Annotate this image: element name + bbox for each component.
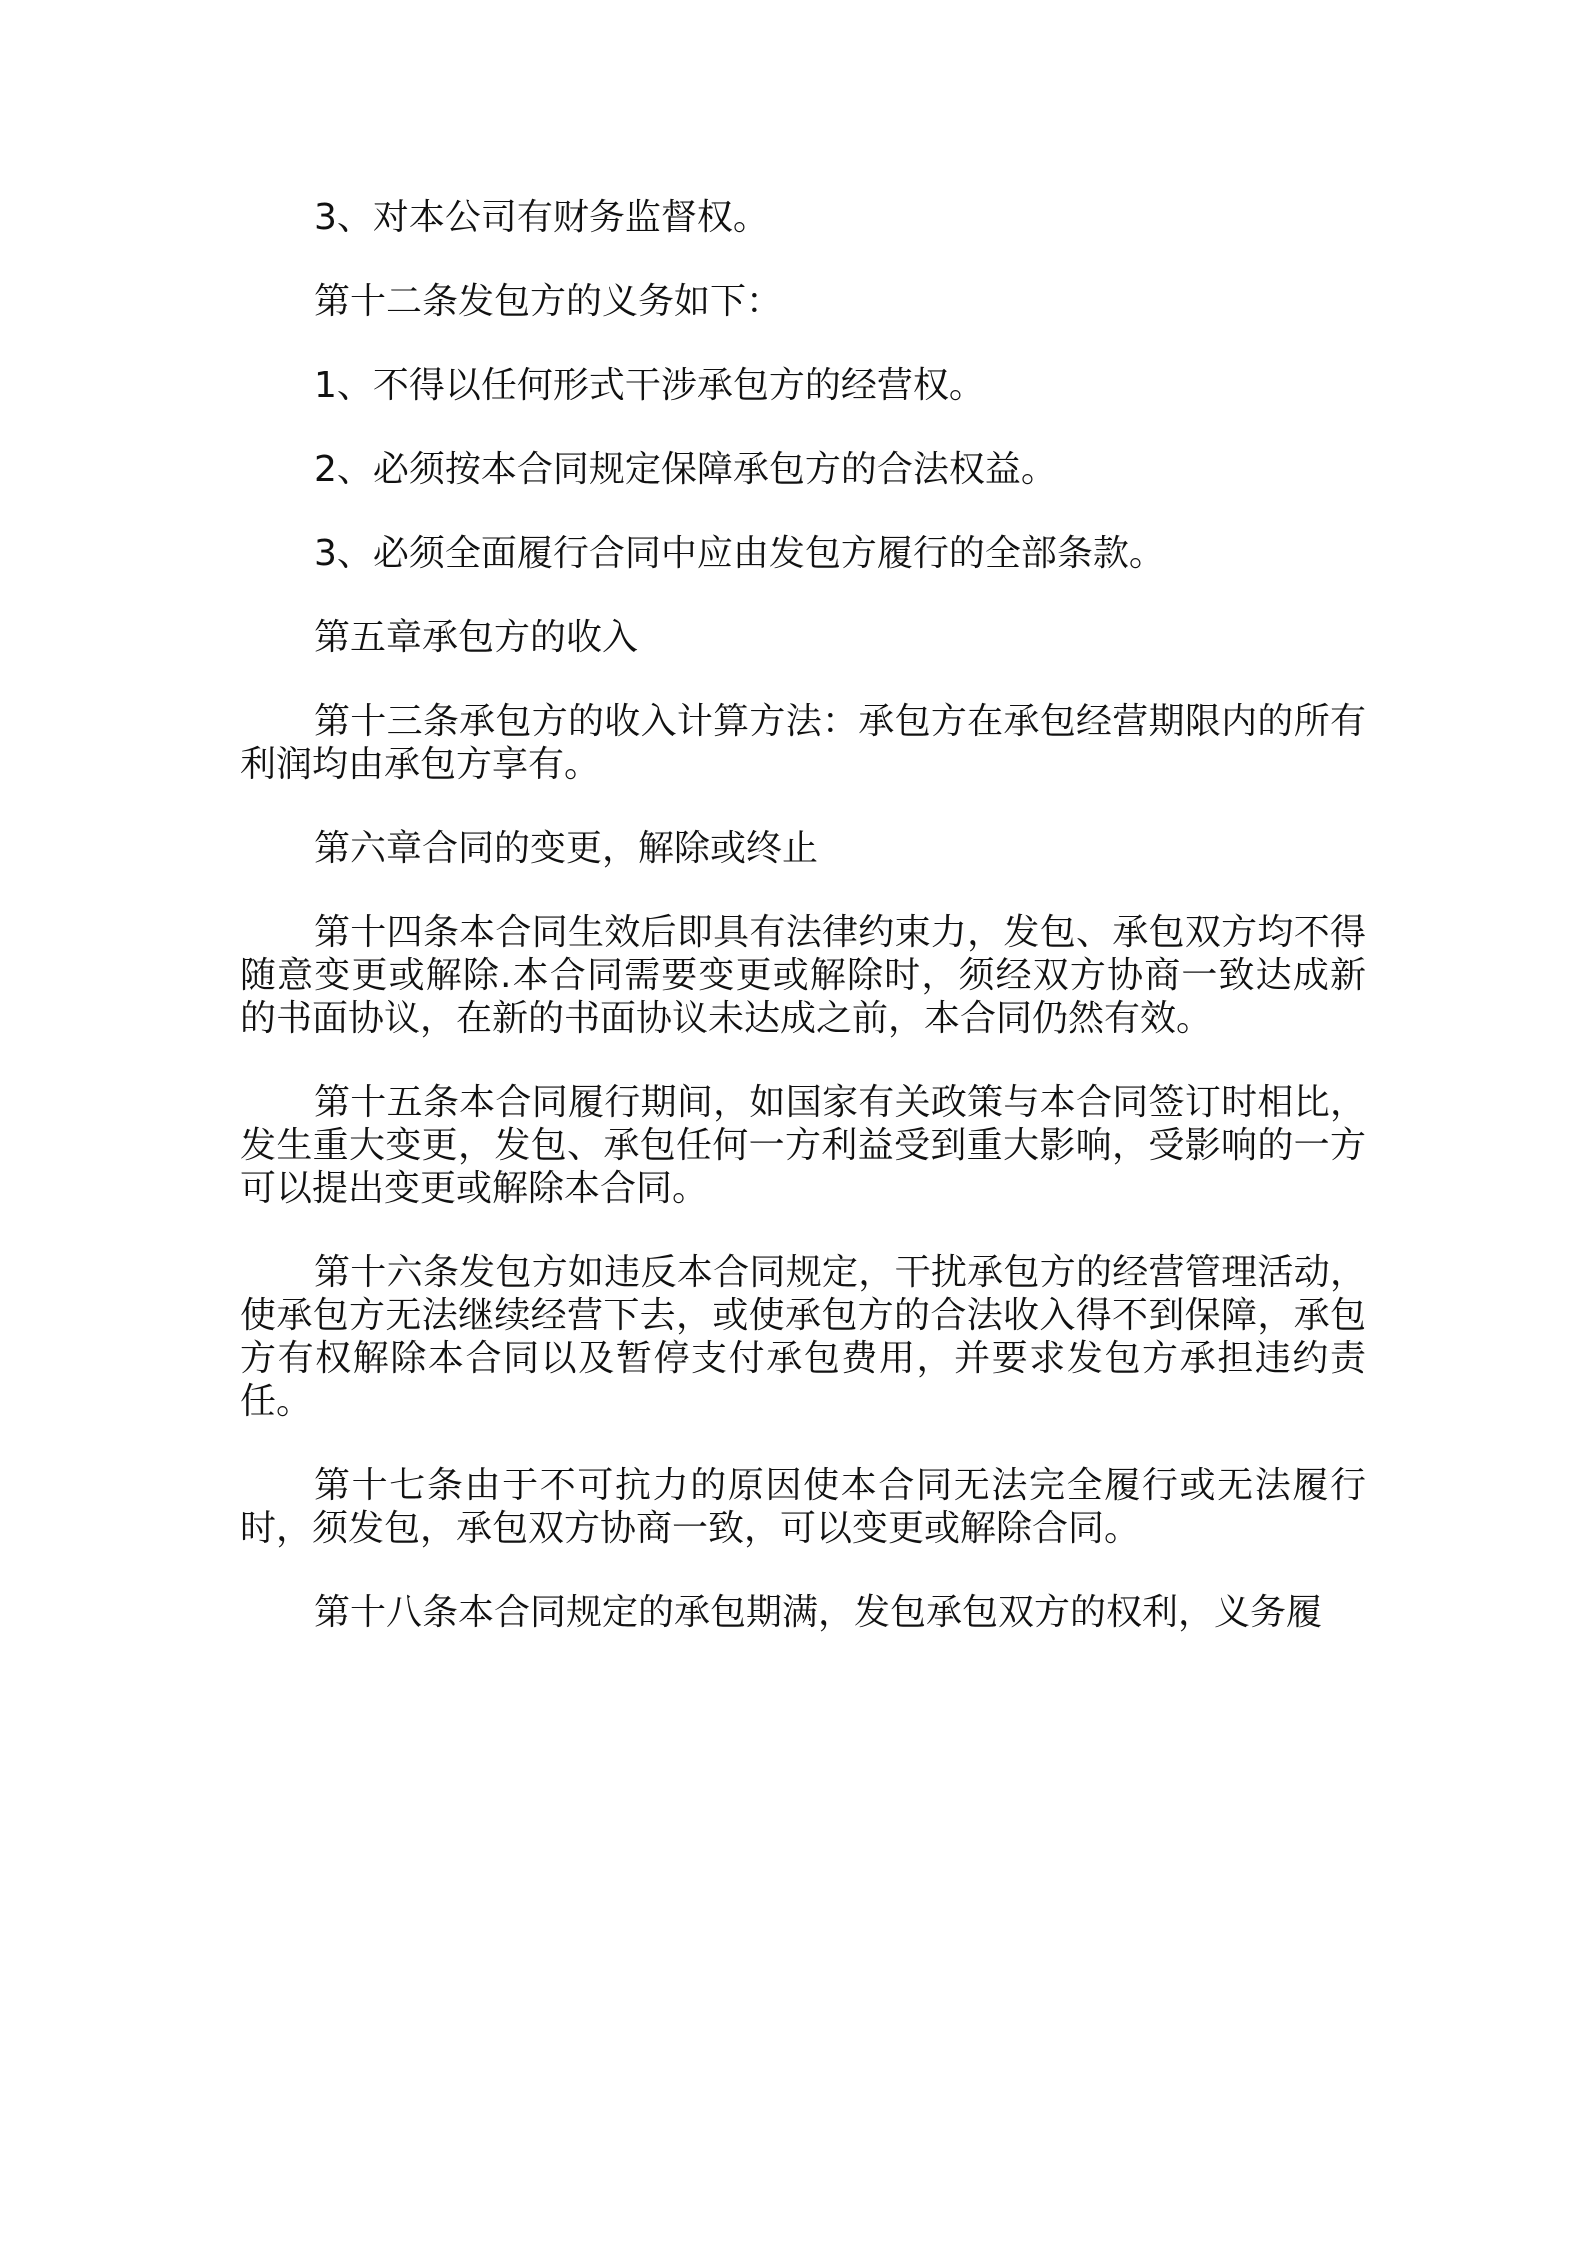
paragraph-protect-rights: 2、必须按本合同规定保障承包方的合法权益。 (314, 449, 1057, 490)
paragraph-financial-supervision-right: 3、对本公司有财务监督权。 (314, 197, 769, 238)
paragraph-article-15: 第十五条本合同履行期间，如国家有关政策与本合同签订时相比，发生重大变更，发包、承包任何一方利益受到重大影响，受影响的一方可以提出变更或解除本合同。 (240, 1082, 1366, 1209)
contract-text-body (240, 196, 1366, 1675)
chapter-5-heading: 第五章承包方的收入 (314, 617, 639, 658)
chapter-6-heading: 第六章合同的变更，解除或终止 (314, 828, 819, 869)
paragraph-article-13: 第十三条承包方的收入计算方法：承包方在承包经营期限内的所有利润均由承包方享有。 (240, 701, 1366, 785)
paragraph-article-12-heading: 第十二条发包方的义务如下： (314, 281, 783, 322)
paragraph-no-interference: 1、不得以任何形式干涉承包方的经营权。 (314, 365, 985, 406)
paragraph-article-18: 第十八条本合同规定的承包期满，发包承包双方的权利，义务履 (314, 1592, 1323, 1633)
paragraph-article-14: 第十四条本合同生效后即具有法律约束力，发包、承包双方均不得随意变更或解除.本合同需要变更或解除时，须经双方协商一致达成新的书面协议，在新的书面协议未达成之前，本合同仍然有效。 (240, 912, 1366, 1039)
paragraph-article-17: 第十七条由于不可抗力的原因使本合同无法完全履行或无法履行时，须发包，承包双方协商一致，可以变更或解除合同。 (240, 1465, 1366, 1549)
paragraph-perform-terms: 3、必须全面履行合同中应由发包方履行的全部条款。 (314, 533, 1165, 574)
paragraph-article-16: 第十六条发包方如违反本合同规定，干扰承包方的经营管理活动，使承包方无法继续经营下去，或使承包方的合法收入得不到保障，承包方有权解除本合同以及暂停支付承包费用，并要求发包方承担违约责任。 (240, 1252, 1366, 1422)
